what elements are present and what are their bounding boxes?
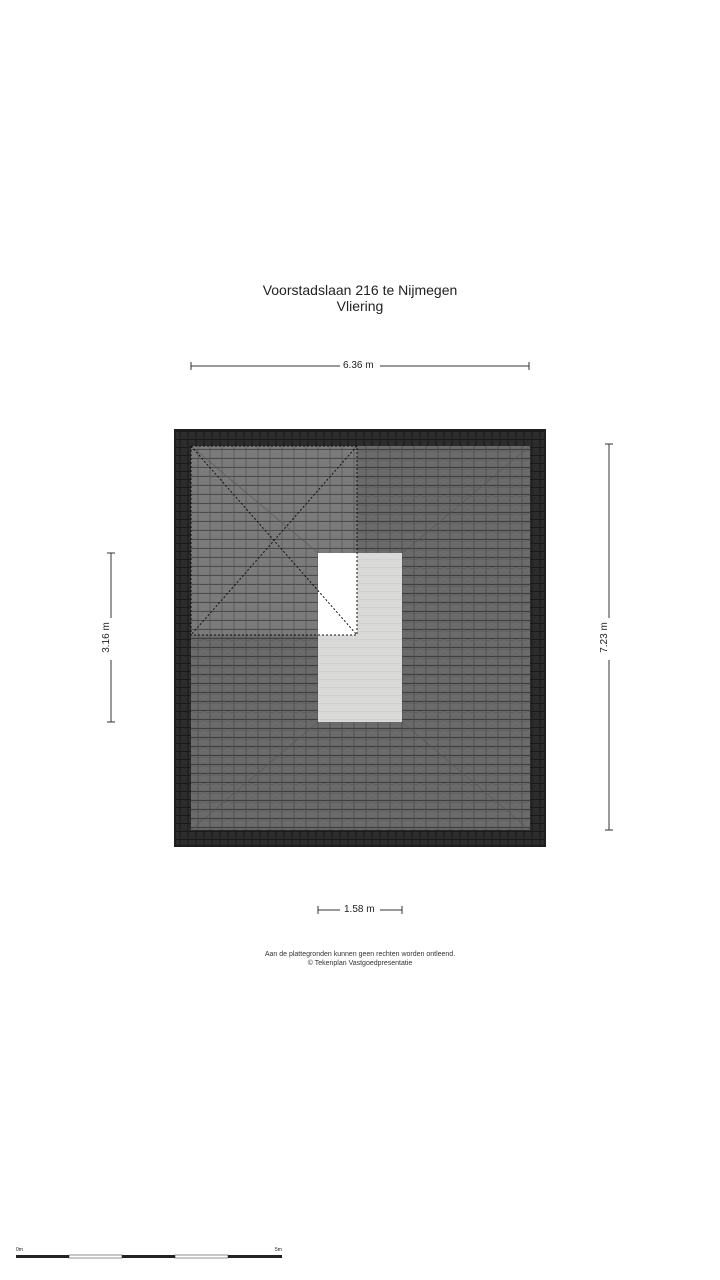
scale-start-label: 0m [16,1247,23,1253]
attic-hatch-opening [318,553,357,635]
scale-end-label: 5m [275,1247,282,1253]
credit-text: © Tekenplan Vastgoedpresentatie [307,960,413,967]
top-width-label: 6.36 m [343,360,374,371]
plan-subtitle: Vliering [336,298,384,314]
plan-title: Voorstadslaan 216 te Nijmegen [262,282,458,298]
bottom-width-label: 1.58 m [344,904,375,915]
scale-bar [16,1255,282,1258]
right-height-label: 7.23 m [598,622,610,653]
left-height-label: 3.16 m [100,622,112,653]
disclaimer-text: Aan de plattegronden kunnen geen rechten worden ontleend. [264,951,456,958]
